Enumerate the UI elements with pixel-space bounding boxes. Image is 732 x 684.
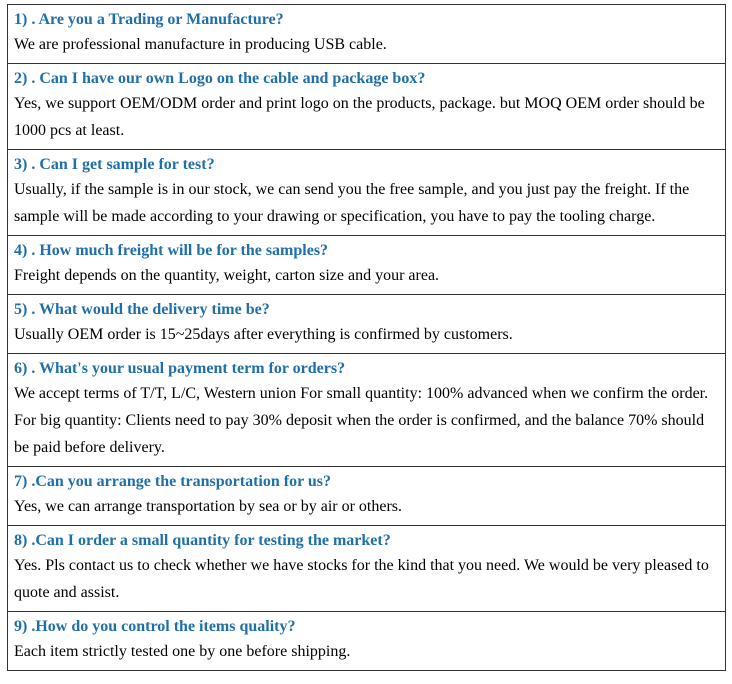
- faq-question: 7) .Can you arrange the transportation for us?: [14, 473, 332, 490]
- faq-question: 9) .How do you control the items quality?: [14, 618, 296, 635]
- faq-row: [8, 354, 726, 467]
- faq-cell: [8, 5, 726, 64]
- faq-cell: [8, 612, 726, 671]
- faq-question: 6) . What's your usual payment term for orders?: [14, 360, 346, 377]
- faq-answer: Each item strictly tested one by one before shipping.: [14, 643, 351, 660]
- faq-question: 3) . Can I get sample for test?: [14, 156, 215, 173]
- faq-row: [8, 295, 726, 354]
- faq-cell: [8, 236, 726, 295]
- faq-question: 1) . Are you a Trading or Manufacture?: [14, 11, 284, 28]
- faq-answer: Yes. Pls contact us to check whether we have stocks for the kind that you need. We would be very pleased to quote and assist.: [14, 557, 709, 601]
- faq-answer: Usually OEM order is 15~25days after everything is confirmed by customers.: [14, 326, 513, 343]
- faq-row: [8, 236, 726, 295]
- faq-question: 2) . Can I have our own Logo on the cable and package box?: [14, 70, 426, 87]
- faq-question: 4) . How much freight will be for the samples?: [14, 242, 329, 259]
- faq-cell: [8, 354, 726, 467]
- faq-row: [8, 64, 726, 150]
- faq-answer: We accept terms of T/T, L/C, Western union For small quantity: 100% advanced when we confirm the order. For big quantity: Clients need to pay 30% deposit when the order is confirmed, and the balance 70% should be paid before delivery.: [14, 385, 709, 456]
- faq-answer: We are professional manufacture in producing USB cable.: [14, 36, 387, 53]
- faq-cell: [8, 526, 726, 612]
- faq-row: [8, 150, 726, 236]
- faq-row: [8, 526, 726, 612]
- faq-answer: Yes, we support OEM/ODM order and print logo on the products, package. but MOQ OEM order should be 1000 pcs at least.: [14, 95, 705, 139]
- faq-question: 5) . What would the delivery time be?: [14, 301, 270, 318]
- faq-row: [8, 5, 726, 64]
- faq-answer: Yes, we can arrange transportation by sea or by air or others.: [14, 498, 403, 515]
- faq-cell: [8, 150, 726, 236]
- faq-cell: [8, 467, 726, 526]
- faq-row: [8, 467, 726, 526]
- faq-row: [8, 612, 726, 671]
- faq-answer: Usually, if the sample is in our stock, we can send you the free sample, and you just pay the freight. If the sample will be made according to your drawing or specification, you have to pay the tooling charge.: [14, 181, 690, 225]
- faq-question: 8) .Can I order a small quantity for testing the market?: [14, 532, 391, 549]
- faq-answer: Freight depends on the quantity, weight, carton size and your area.: [14, 267, 440, 284]
- faq-cell: [8, 295, 726, 354]
- faq-cell: [8, 64, 726, 150]
- faq-table: [7, 4, 726, 671]
